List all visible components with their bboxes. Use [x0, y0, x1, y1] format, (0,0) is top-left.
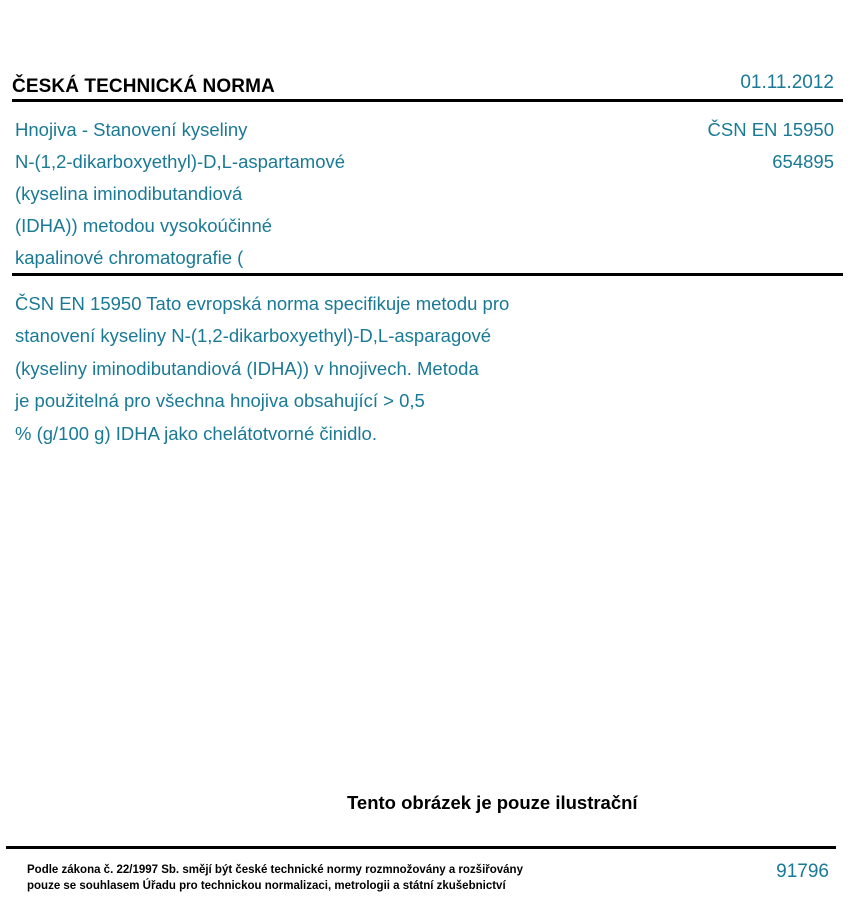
standard-title-line: Hnojiva - Stanovení kyseliny — [15, 119, 248, 140]
document-heading: ČESKÁ TECHNICKÁ NORMA — [12, 76, 275, 97]
footer-divider — [6, 846, 836, 849]
standard-title — [15, 114, 345, 274]
legal-line: pouze se souhlasem Úřadu pro technickou normalizaci, metrologii a státní zkušebnictví — [27, 879, 506, 892]
abstract-line: % (g/100 g) IDHA jako chelátotvorné činidlo. — [15, 422, 377, 444]
abstract-line: je použitelná pro všechna hnojiva obsahující > 0,5 — [15, 390, 425, 412]
standard-code: ČSN EN 15950 — [707, 119, 834, 140]
abstract-text — [15, 288, 509, 450]
standard-codes — [708, 114, 834, 178]
abstract-line: (kyseliny iminodibutandiová (IDHA)) v hnojivech. Metoda — [15, 357, 479, 379]
standard-title-line: N-(1,2-dikarboxyethyl)-D,L-aspartamové — [15, 151, 346, 172]
legal-line: Podle zákona č. 22/1997 Sb. smějí být české technické normy rozmnožovány a rozšiřovány — [27, 864, 523, 876]
abstract-line: ČSN EN 15950 Tato evropská norma specifikuje metodu pro — [15, 293, 510, 314]
standard-title-line: (IDHA)) metodou vysokoúčinné — [15, 215, 273, 236]
class-number: 654895 — [772, 151, 834, 172]
header-divider — [12, 99, 843, 102]
illustration-note: Tento obrázek je pouze ilustrační — [347, 792, 638, 813]
standard-title-line: kapalinové chromatografie ( — [15, 247, 244, 268]
legal-notice — [27, 863, 523, 894]
publication-date: 01.11.2012 — [740, 72, 834, 93]
standard-title-line: (kyselina iminodibutandiová — [15, 183, 243, 204]
footer-number: 91796 — [776, 861, 829, 882]
title-divider — [12, 273, 843, 276]
abstract-line: stanovení kyseliny N-(1,2-dikarboxyethyl)-D,L-asparagové — [15, 325, 492, 347]
